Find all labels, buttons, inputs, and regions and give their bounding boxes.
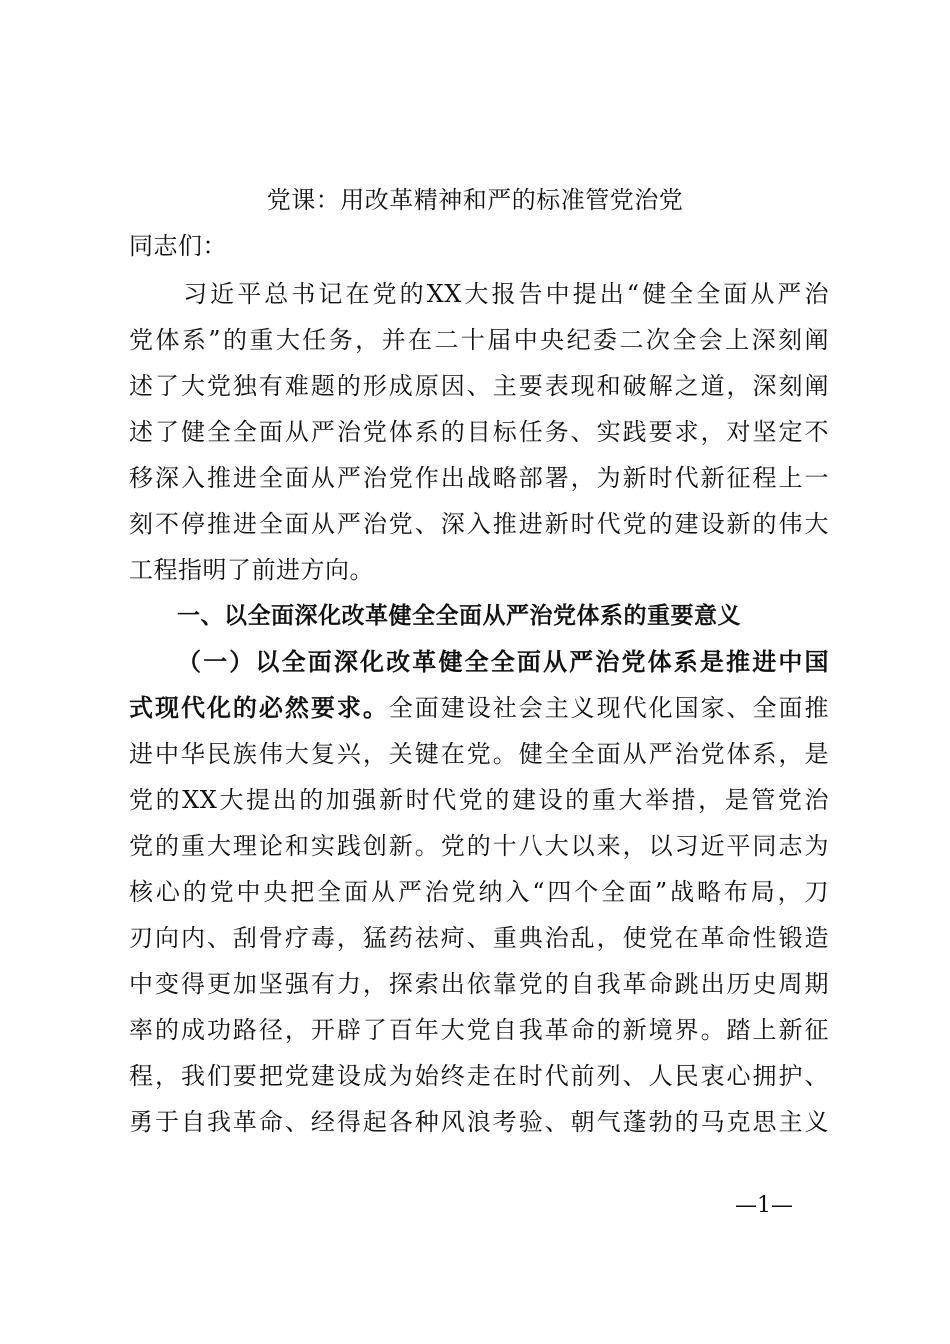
- paragraph-line: 中变得更加坚强有力，探索出依靠党的自我革命跳出历史周期: [129, 970, 829, 998]
- paragraph-line: 率的成功路径，开辟了百年大党自我革命的新境界。踏上新征: [129, 1016, 829, 1044]
- document-title: 党课：用改革精神和严的标准管党治党: [266, 186, 684, 214]
- paragraph-line: 程，我们要把党建设成为始终走在时代前列、人民衷心拥护、: [129, 1062, 829, 1090]
- paragraph-line: 勇于自我革命、经得起各种风浪考验、朝气蓬勃的马克思主义: [129, 1108, 829, 1136]
- section-heading: 一、以全面深化改革健全全面从严治党体系的重要意义: [177, 603, 741, 629]
- page-number: —1—: [735, 1193, 793, 1218]
- paragraph-line: 党体系”的重大任务，并在二十届中央纪委二次全会上深刻阐: [129, 326, 829, 354]
- paragraph-line: 刻不停推进全面从严治党、深入推进新时代党的建设新的伟大: [129, 510, 829, 538]
- paragraph-line: 刃向内、刮骨疗毒，猛药祛疴、重典治乱，使党在革命性锻造: [129, 924, 829, 952]
- paragraph-line: [129, 692, 829, 724]
- subsection-heading-end: 式现代化的必然要求。: [129, 693, 389, 722]
- paragraph-line: 工程指明了前进方向。: [129, 556, 374, 584]
- paragraph-line: 述了大党独有难题的形成原因、主要表现和破解之道，深刻阐: [129, 372, 829, 400]
- paragraph-line: 移深入推进全面从严治党作出战略部署，为新时代新征程上一: [129, 464, 829, 492]
- paragraph-line: 习近平总书记在党的XX大报告中提出“健全全面从严治: [129, 280, 829, 308]
- subsection-heading: （一）以全面深化改革健全全面从严治党体系是推进中国: [177, 647, 829, 676]
- paragraph-line: 进中华民族伟大复兴，关键在党。健全全面从严治党体系，是: [129, 740, 829, 768]
- paragraph-text: 全面建设社会主义现代化国家、全面推: [388, 694, 830, 722]
- paragraph-line: 述了健全全面从严治党体系的目标任务、实践要求，对坚定不: [129, 418, 829, 446]
- paragraph-line: 党的重大理论和实践创新。党的十八大以来，以习近平同志为: [129, 832, 829, 860]
- paragraph-line: 党的XX大提出的加强新时代党的建设的重大举措，是管党治: [129, 786, 829, 814]
- paragraph-line: 核心的党中央把全面从严治党纳入“四个全面”战略布局，刀: [129, 878, 829, 906]
- salutation: 同志们：: [129, 232, 227, 260]
